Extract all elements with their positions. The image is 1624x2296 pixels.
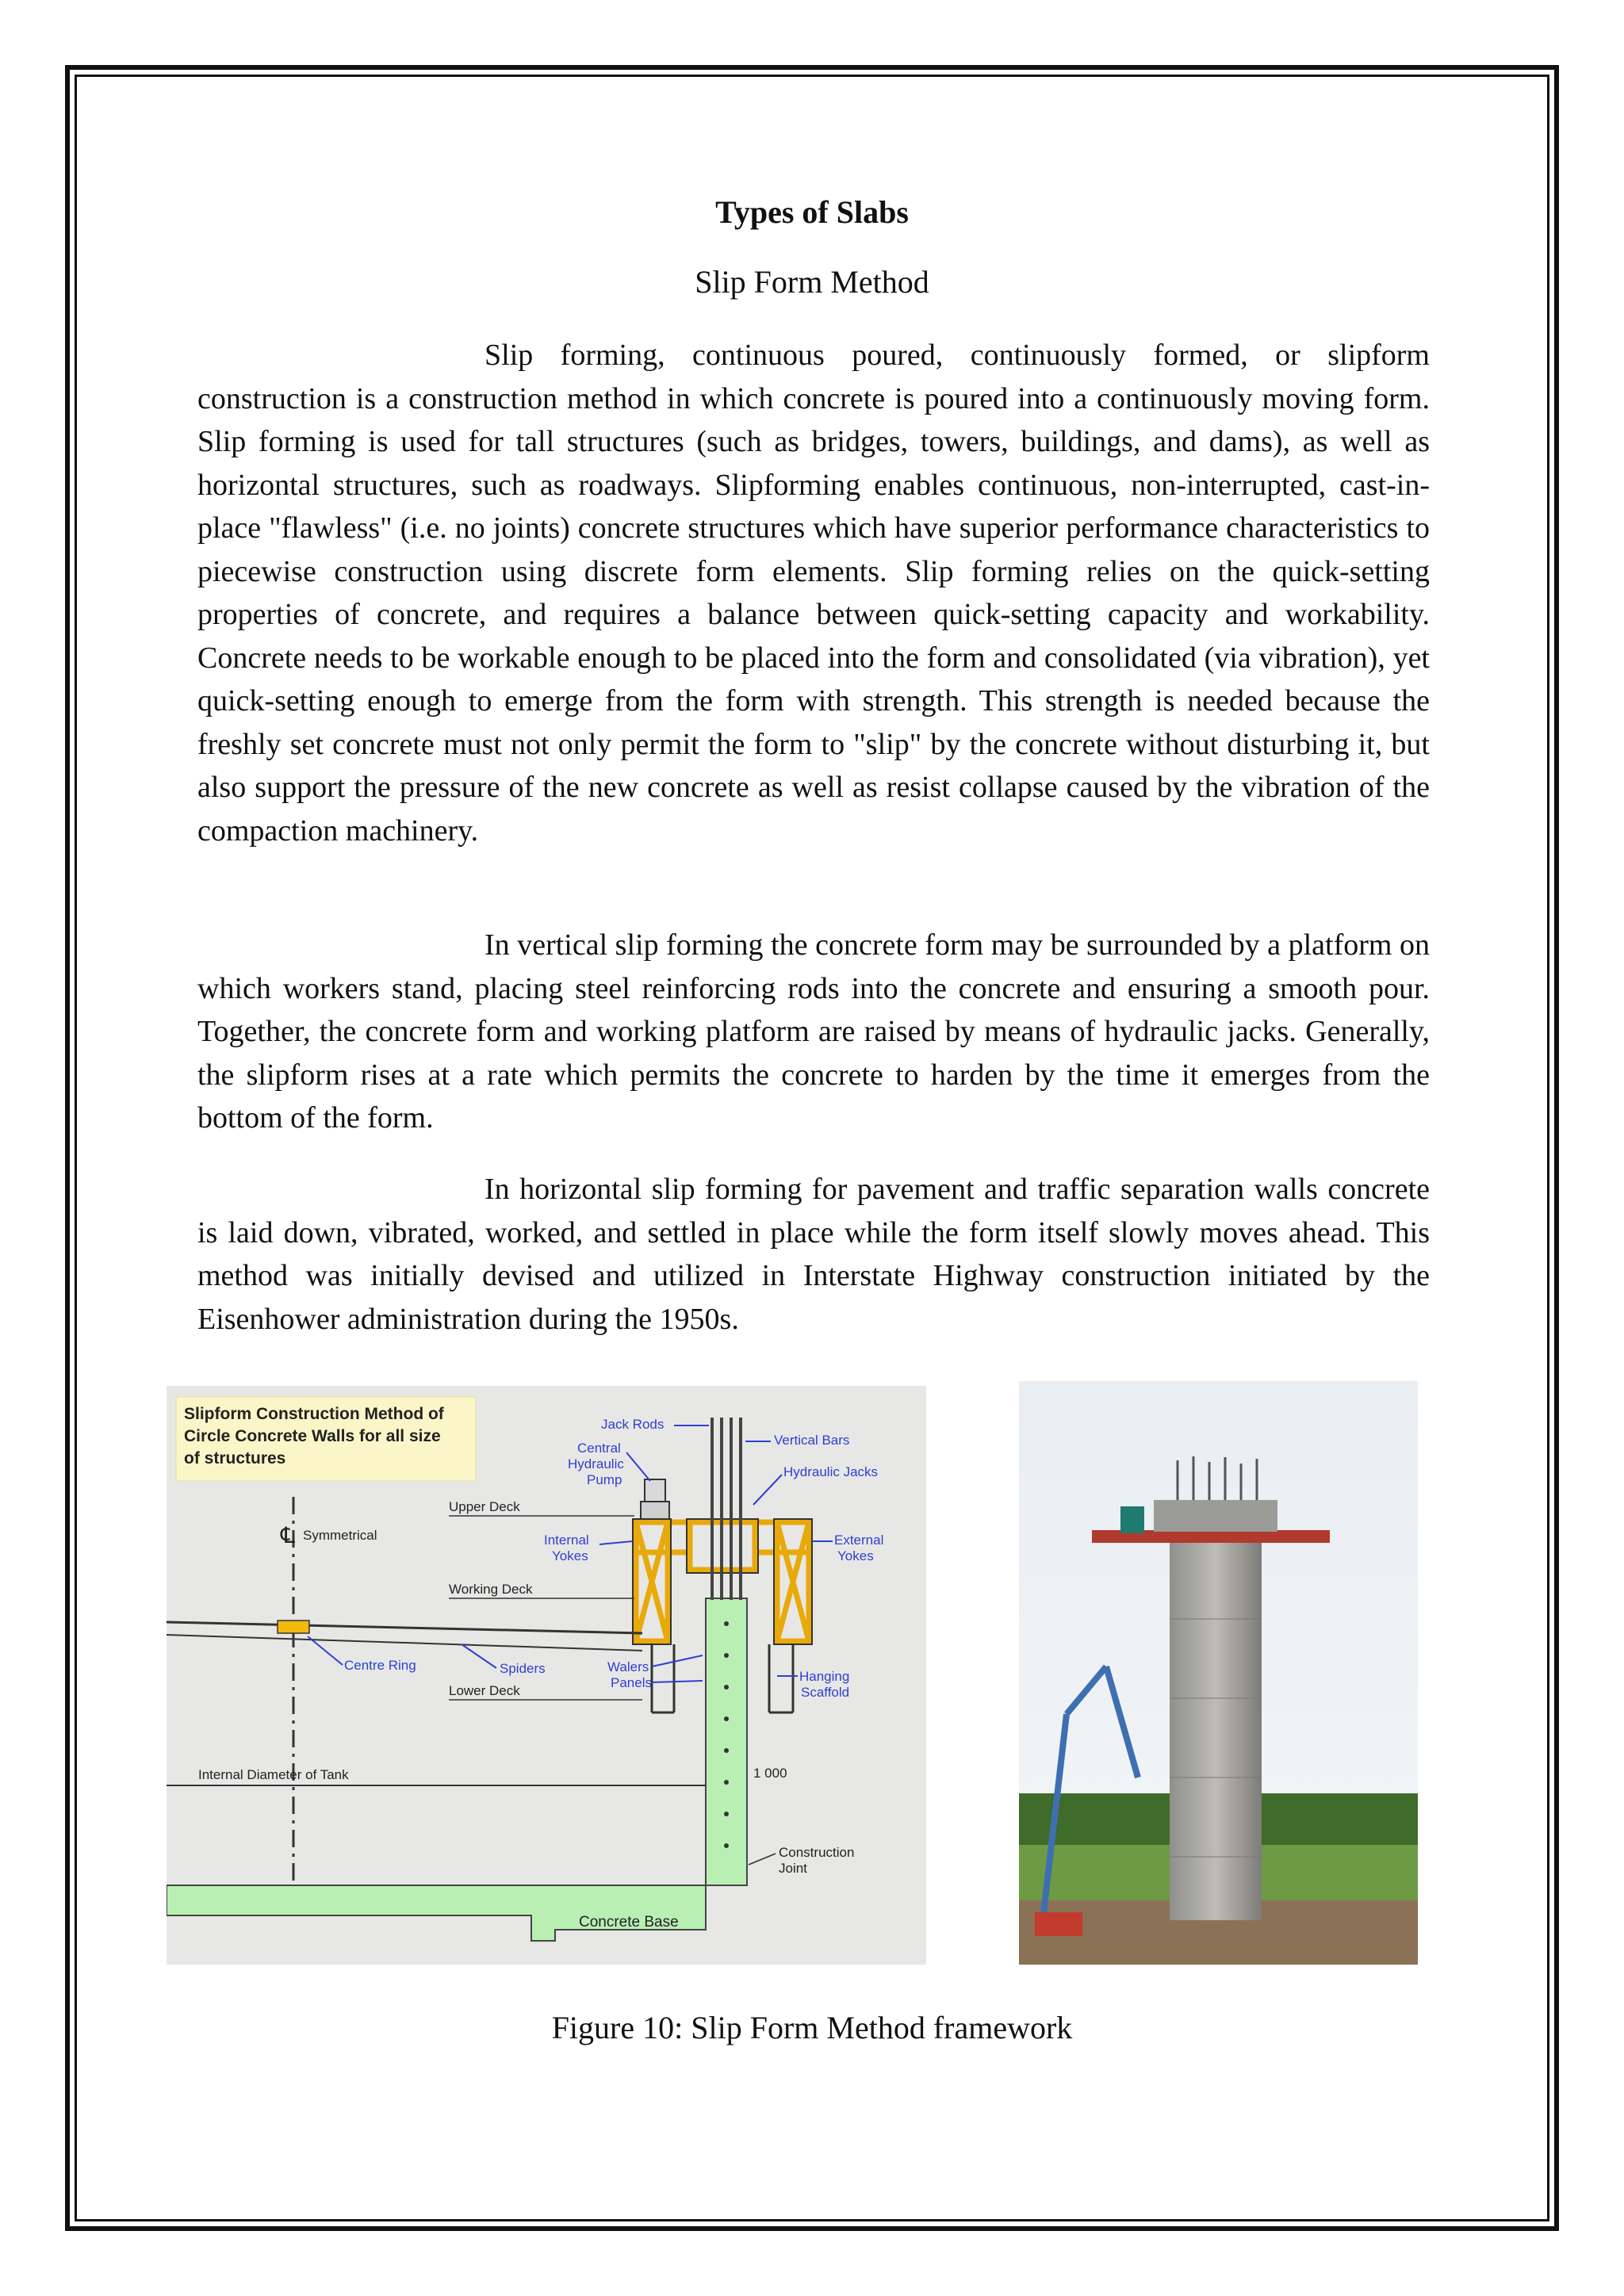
internal-diameter-label: Internal Diameter of Tank	[198, 1767, 349, 1782]
centre-line-symbol: ℄	[281, 1523, 295, 1548]
internal-yokes-label-2: Yokes	[552, 1548, 588, 1563]
paragraph-2	[197, 924, 1430, 1140]
centre-ring-label: Centre Ring	[344, 1658, 416, 1673]
section-subtitle: Slip Form Method	[695, 264, 929, 300]
concrete-wall	[706, 1598, 747, 1885]
figure-caption: Figure 10: Slip Form Method framework	[551, 2010, 1073, 2045]
upper-deck-label: Upper Deck	[449, 1499, 520, 1514]
paragraph-3-text: In horizontal slip forming for pavement and traffic separation walls concrete is laid down, vibrated, worked, and settled in place while the form itself slowly moves ahead. This method was initially devised and utilized in Interstate Highway construction initiated by the Eisenhower administration during the 1950s.	[197, 1173, 1430, 1336]
paragraph-1-text: Slip forming, continuous poured, continuously formed, or slipform construction is a construction method in which concrete is poured into a continuously moving form. Slip forming is used for tall structures (such as bridges, towers, buildings, and dams), as well as horizontal structures, such as roadways. Slipforming enables continuous, non-interrupted, cast-in-place "flawless" (i.e. no joints) concrete structures which have superior performance characteristics to piecewise construction using discrete form elements. Slip forming relies on the quick-setting properties of concrete, and requires a balance between quick-setting capacity and workability. Concrete needs to be workable enough to be placed into the form and consolidated (via vibration), yet quick-setting enough to emerge from the form with strength. This strength is needed because the freshly set concrete must not only permit the form to "slip" by the concrete without disturbing it, but also support the pressure of the new concrete as well as resist collapse caused by the vibration of the compaction machinery.	[197, 339, 1430, 848]
diagram-heading-line-2: Circle Concrete Walls for all size	[184, 1427, 441, 1445]
external-yokes-label-2: Yokes	[837, 1548, 874, 1563]
hydraulic-jacks-label: Hydraulic Jacks	[783, 1464, 879, 1479]
jack-rods-label: Jack Rods	[601, 1417, 665, 1432]
diagram-heading-line-3: of structures	[184, 1449, 286, 1468]
spiders-label: Spiders	[500, 1661, 546, 1676]
working-deck-label: Working Deck	[449, 1582, 533, 1597]
slipform-diagram	[167, 1386, 926, 1965]
internal-yokes-label-1: Internal	[544, 1533, 589, 1548]
diagram-heading-line-1: Slipform Construction Method of	[184, 1405, 444, 1423]
hanging-scaffold-label-1: Hanging	[799, 1669, 850, 1684]
centre-ring	[278, 1621, 309, 1633]
site-equipment	[1035, 1912, 1082, 1936]
construction-joint-label-1: Construction	[779, 1845, 855, 1860]
hanging-scaffold-label-2: Scaffold	[801, 1685, 850, 1700]
slipform-tower-photo	[1019, 1381, 1418, 1965]
paragraph-1	[197, 334, 1430, 852]
central-pump-label-3: Pump	[587, 1472, 622, 1487]
construction-joint-label-2: Joint	[779, 1861, 807, 1876]
paragraph-3	[197, 1168, 1430, 1341]
lower-deck-label: Lower Deck	[449, 1683, 520, 1698]
page-title: Types of Slabs	[715, 194, 909, 230]
dimension-label: 1 000	[753, 1766, 787, 1781]
central-pump-label-2: Hydraulic	[568, 1456, 624, 1471]
symmetrical-label: Symmetrical	[303, 1528, 377, 1543]
panels-label: Panels	[611, 1675, 652, 1690]
vertical-bars-label: Vertical Bars	[774, 1433, 850, 1448]
external-yokes-label-1: External	[834, 1533, 884, 1548]
central-pump-label-1: Central	[577, 1441, 621, 1456]
tower-column	[1170, 1540, 1262, 1920]
walers-label: Walers	[607, 1659, 649, 1674]
paragraph-2-text: In vertical slip forming the concrete form may be surrounded by a platform on which workers stand, placing steel reinforcing rods into the concrete and ensuring a smooth pour. Together, the concrete form and working platform are raised by means of hydraulic jacks. Generally, the slipform rises at a rate which permits the concrete to harden by the time it emerges from the bottom of the form.	[197, 928, 1430, 1135]
tower-water-tank	[1120, 1506, 1144, 1533]
concrete-base-label: Concrete Base	[579, 1914, 679, 1931]
